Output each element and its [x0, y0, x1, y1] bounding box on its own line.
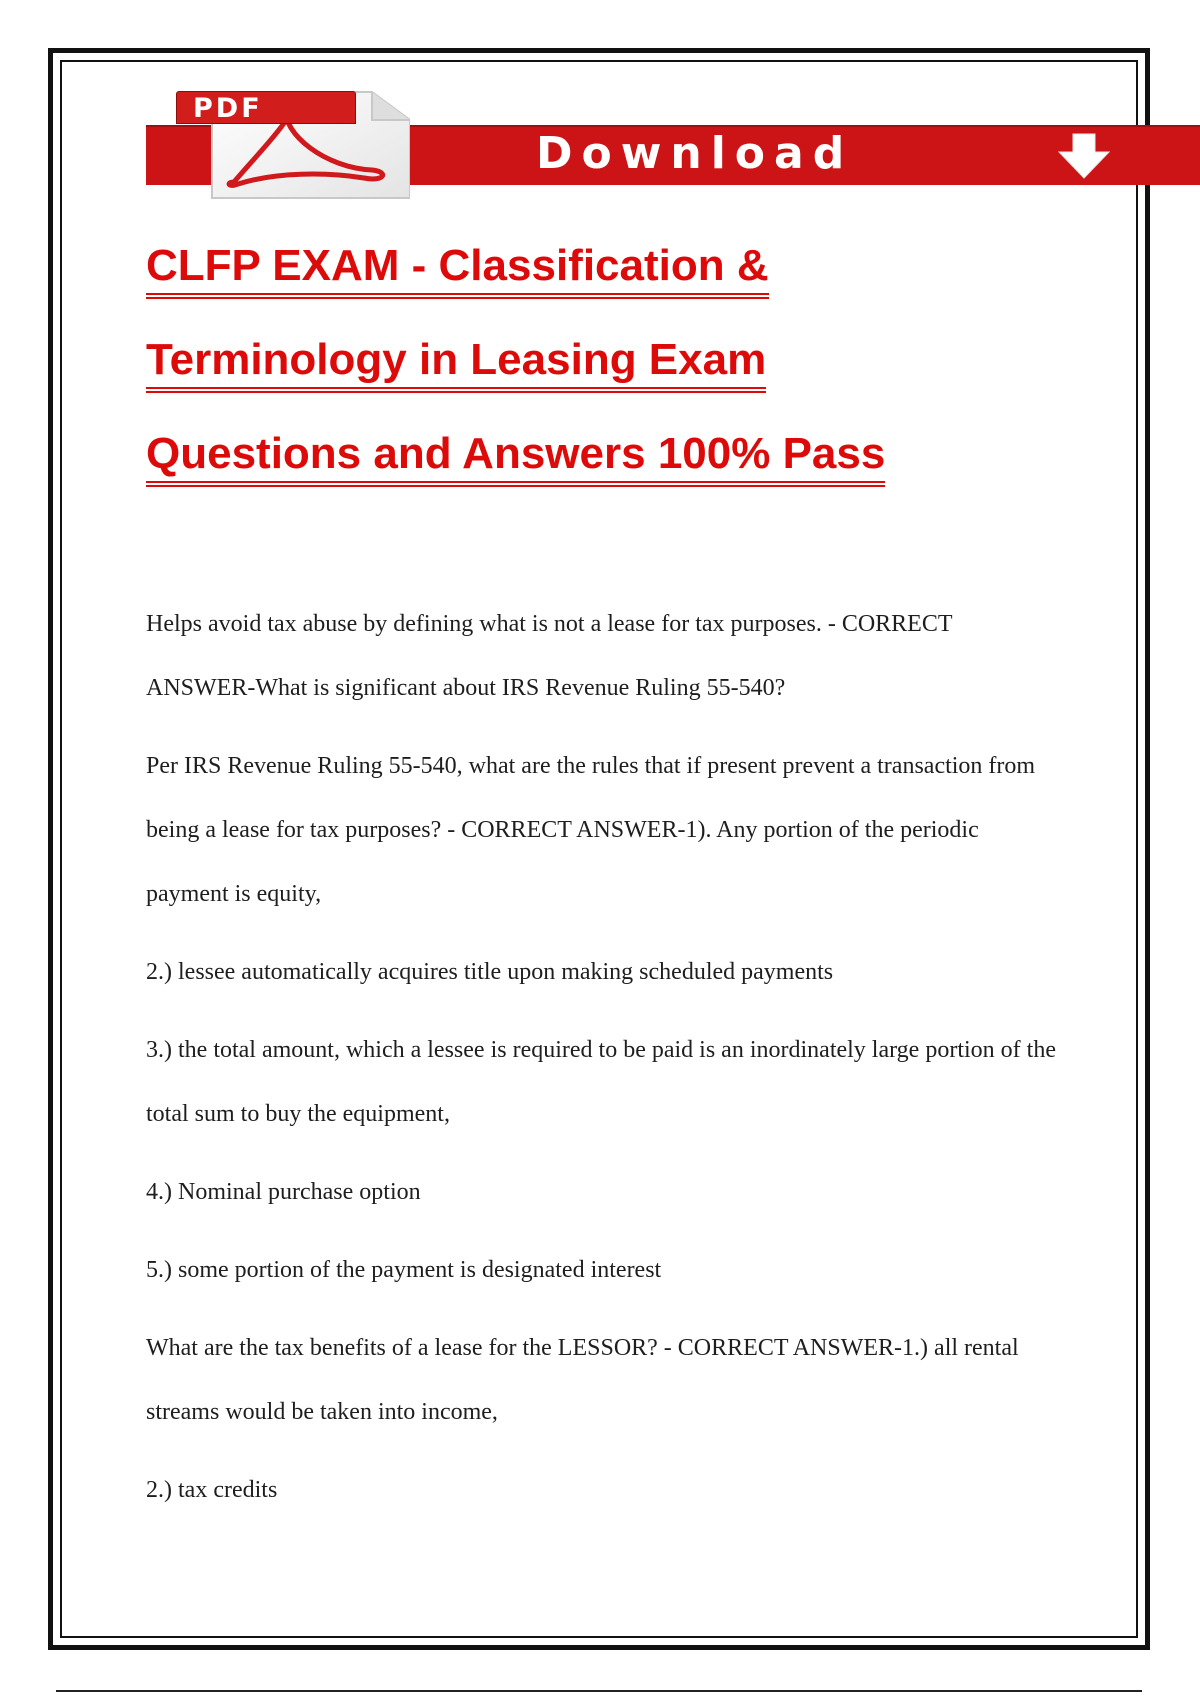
paragraph: 2.) lessee automatically acquires title upon making scheduled payments	[146, 959, 834, 985]
paragraph: 3.) the total amount, which a lessee is required to be paid is an inordinately large portion of the total sum to buy the equipment,	[146, 1037, 1056, 1127]
paragraph: 2.) tax credits	[146, 1477, 278, 1503]
bottom-divider	[56, 1690, 1142, 1692]
download-label: Download	[536, 128, 854, 179]
paragraph: 4.) Nominal purchase option	[146, 1179, 421, 1205]
pdf-download-banner[interactable]	[146, 80, 1200, 200]
paragraph: 5.) some portion of the payment is designated interest	[146, 1257, 662, 1283]
paragraph: Helps avoid tax abuse by defining what is not a lease for tax purposes. - CORRECT ANSWER-What is significant about IRS Revenue Ruling 55-540?	[146, 611, 953, 701]
pdf-badge	[176, 91, 356, 124]
document-title	[146, 236, 1086, 518]
title-line: Questions and Answers 100% Pass	[146, 424, 1086, 518]
document-body	[146, 592, 1066, 1536]
download-arrow-icon	[1054, 132, 1114, 180]
paragraph: Per IRS Revenue Ruling 55-540, what are the rules that if present prevent a transaction from being a lease for tax purposes? - CORRECT ANSWER-1). Any portion of the periodic payment is equity,	[146, 753, 1036, 907]
paragraph: What are the tax benefits of a lease for the LESSOR? - CORRECT ANSWER-1.) all rental streams would be taken into income,	[146, 1335, 1019, 1425]
pdf-badge-label: PDF	[193, 93, 263, 124]
title-line: CLFP EXAM - Classification &	[146, 236, 1086, 330]
pdf-file-icon	[176, 86, 410, 200]
title-line: Terminology in Leasing Exam	[146, 330, 1086, 424]
